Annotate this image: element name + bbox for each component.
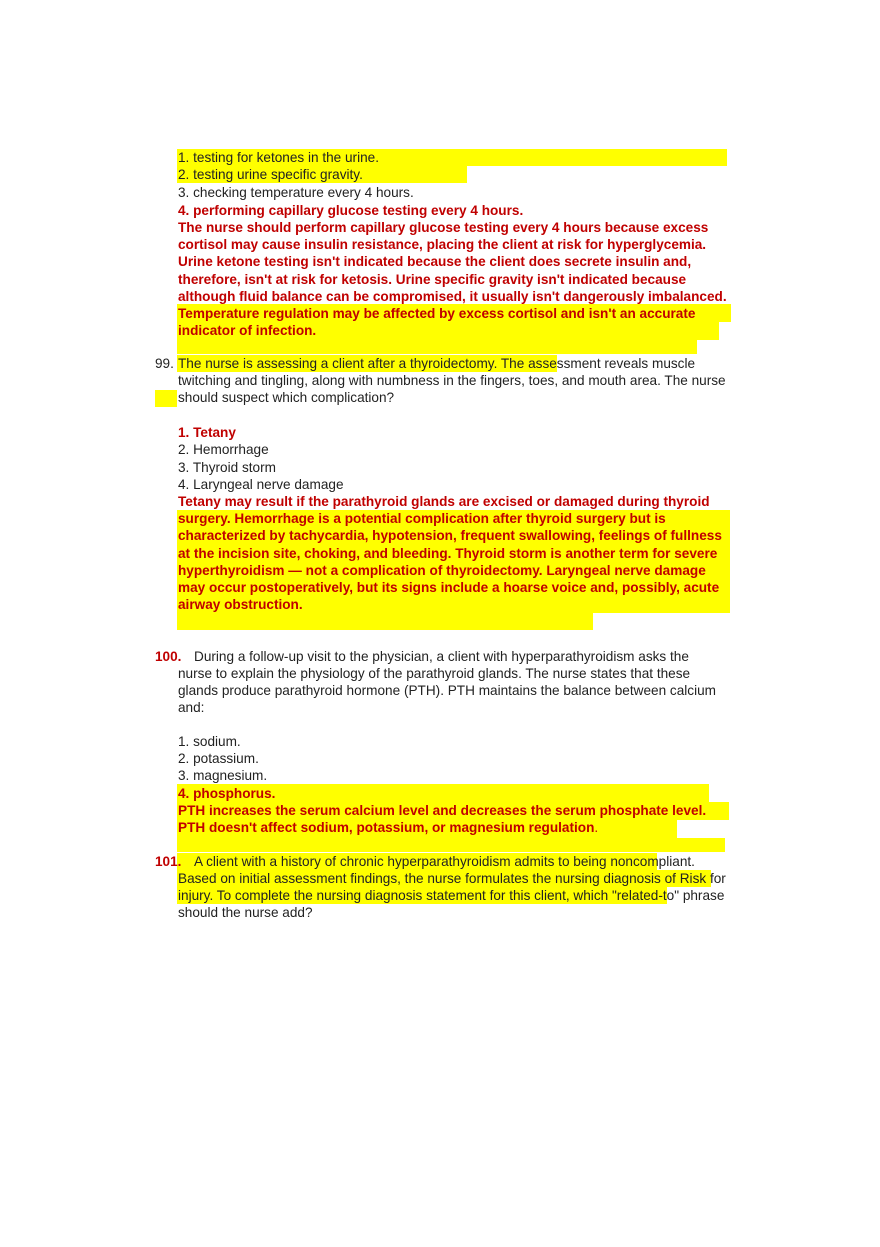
- q100-rationale-text: PTH increases the serum calcium level and decreases the serum phosphate level. PTH doesn't affect sodium, potassium, or magnesium regulation: [178, 803, 707, 836]
- q100-option-4-answer: 4. phosphorus.: [178, 786, 276, 801]
- q100-option-1: 1. sodium.: [178, 734, 241, 749]
- q101-stem: A client with a history of chronic hyperparathyroidism admits to being noncompliant. Based on initial assessment findings, the nurse formulates the nursing diagnosis of Risk for injury. To complete the nursing diagnosis statement for this client, which "related-to" phrase should the nurse add?: [178, 854, 726, 920]
- highlight: [155, 390, 177, 407]
- q98-option-2: 2. testing urine specific gravity.: [178, 167, 363, 182]
- q99-stem: [178, 355, 730, 406]
- q101-number: 101.: [155, 854, 182, 869]
- q99-option-3: 3. Thyroid storm: [178, 460, 276, 475]
- highlight: [177, 838, 725, 852]
- highlight: [177, 613, 593, 630]
- q100-option-3: 3. magnesium.: [178, 768, 268, 783]
- highlight: [177, 340, 697, 354]
- q98-rationale: The nurse should perform capillary glucose testing every 4 hours because excess cortisol may cause insulin resistance, placing the client at risk for hyperglycemia. Urine ketone testing isn't indicated because the client does secrete insulin and, therefore, isn't at risk for ketosis. Urine specific gravity isn't indicated because although fluid balance can be compromised, it usually isn't dangerously imbalanced. Temperature regulation may be affected by excess cortisol and isn't an accurate indicator of infection.: [178, 220, 727, 339]
- q99-rationale: Tetany may result if the parathyroid glands are excised or damaged during thyroid surgery. Hemorrhage is a potential complication after thyroid surgery but is characterized by tachycardia, hypotension, frequent swallowing, feelings of fullness at the incision site, choking, and bleeding. Thyroid storm is another term for severe hyperthyroidism — not a complication of thyroidectomy. Laryngeal nerve damage may occur postoperatively, but its signs include a hoarse voice and, possibly, acute airway obstruction.: [178, 494, 722, 613]
- q99-option-4: 4. Laryngeal nerve damage: [178, 477, 344, 492]
- q98-option-3: 3. checking temperature every 4 hours.: [178, 185, 414, 200]
- q100-number: 100.: [155, 649, 182, 664]
- q98-option-4-answer: 4. performing capillary glucose testing every 4 hours.: [178, 203, 524, 218]
- q100-rationale: [178, 802, 730, 836]
- q100-option-2: 2. potassium.: [178, 751, 259, 766]
- q99-option-1-answer: 1. Tetany: [178, 425, 236, 440]
- q99-number: 99.: [155, 356, 174, 371]
- q100-stem: During a follow-up visit to the physician, a client with hyperparathyroidism asks the nurse to explain the physiology of the parathyroid glands. The nurse states that these glands produce parathyroid hormone (PTH). PTH maintains the balance between calcium and:: [178, 649, 716, 715]
- q99-stem-rest: assessment reveals muscle twitching and tingling, along with numbness in the fingers, toes, and mouth area. The nurse should suspect which complication?: [178, 356, 726, 405]
- q98-option-1: 1. testing for ketones in the urine.: [178, 150, 380, 165]
- q99-option-2: 2. Hemorrhage: [178, 442, 269, 457]
- q100-rationale-end: .: [594, 820, 599, 836]
- q99-stem-highlighted: The nurse is assessing a client after a thyroidectomy. The: [178, 356, 525, 371]
